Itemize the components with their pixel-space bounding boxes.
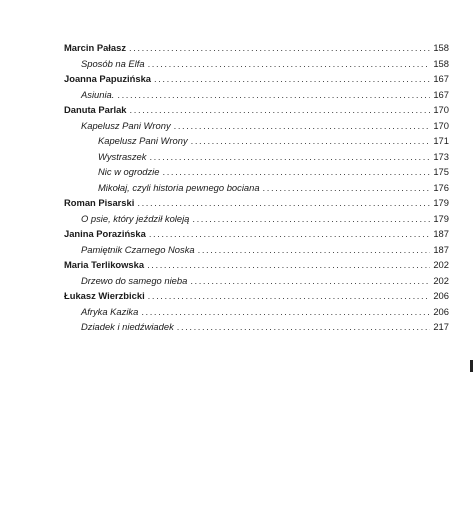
toc-entry-title: Afryka Kazika (81, 305, 139, 317)
table-of-contents (64, 40, 449, 335)
toc-page-number: 202 (433, 259, 449, 270)
toc-page-number: 202 (433, 274, 449, 286)
toc-entry-subwork (64, 164, 449, 180)
toc-entry-title: Danuta Parlak (64, 104, 127, 115)
toc-entry-author (64, 257, 449, 273)
toc-page-number: 173 (433, 150, 449, 162)
toc-page-number: 167 (433, 73, 449, 84)
toc-entry-title: Roman Pisarski (64, 197, 135, 208)
toc-page-number: 170 (433, 104, 449, 115)
toc-dot-leader (141, 304, 430, 320)
toc-entry-work (64, 118, 449, 134)
toc-page-number: 176 (433, 181, 449, 193)
toc-entry-work (64, 242, 449, 258)
toc-page-number: 187 (433, 243, 449, 255)
toc-entry-title: Mikołaj, czyli historia pewnego bociana (98, 181, 260, 193)
toc-page-number: 206 (433, 290, 449, 301)
toc-dot-leader (147, 257, 430, 273)
toc-entry-author (64, 195, 449, 211)
toc-page-number: 179 (433, 212, 449, 224)
toc-entry-title: Asiunia. (81, 88, 115, 100)
toc-entry-author (64, 288, 449, 304)
toc-entry-title: Marcin Pałasz (64, 42, 127, 53)
toc-entry-title: Nic w ogrodzie (98, 166, 160, 177)
toc-dot-leader (263, 180, 431, 196)
toc-entry-work (64, 304, 449, 320)
toc-entry-title: Kapelusz Pani Wrony (98, 135, 188, 146)
toc-dot-leader (148, 288, 431, 304)
toc-entry-work (64, 87, 449, 103)
toc-page-number: 175 (433, 166, 449, 177)
toc-entry-title: O psie, który jeździł koleją (81, 212, 190, 224)
toc-page-number: 167 (433, 88, 449, 100)
toc-entry-title: Łukasz Wierzbicki (64, 290, 145, 301)
toc-entry-work (64, 211, 449, 227)
toc-entry-subwork (64, 180, 449, 196)
toc-entry-author (64, 226, 449, 242)
toc-entry-work (64, 319, 449, 335)
toc-dot-leader (149, 149, 430, 165)
toc-entry-title: Sposób na Elfa (81, 57, 145, 69)
toc-page-number: 206 (433, 305, 449, 317)
toc-dot-leader (198, 242, 431, 258)
toc-entry-title: Kapelusz Pani Wrony (81, 119, 171, 131)
toc-dot-leader (154, 71, 430, 87)
toc-entry-work (64, 273, 449, 289)
toc-page-number: 158 (433, 57, 449, 69)
toc-entry-title: Pamiętnik Czarnego Noska (81, 243, 195, 255)
toc-page-number: 179 (433, 197, 449, 208)
toc-entry-subwork (64, 149, 449, 165)
toc-entry-title: Janina Porazińska (64, 228, 146, 239)
toc-entry-title: Wystraszek (98, 150, 147, 162)
toc-page-number: 170 (433, 119, 449, 131)
toc-page-number: 158 (433, 42, 449, 53)
toc-entry-author (64, 71, 449, 87)
toc-dot-leader (174, 118, 431, 134)
toc-entry-title: Maria Terlikowska (64, 259, 145, 270)
toc-dot-leader (192, 211, 430, 227)
toc-dot-leader (190, 273, 430, 289)
toc-entry-author (64, 102, 449, 118)
toc-dot-leader (148, 56, 431, 72)
toc-entry-subwork (64, 133, 449, 149)
toc-entry-title: Joanna Papuzińska (64, 73, 152, 84)
toc-entry-work (64, 56, 449, 72)
toc-dot-leader (137, 195, 430, 211)
toc-page-number: 187 (433, 228, 449, 239)
toc-entry-author (64, 40, 449, 56)
toc-dot-leader (162, 164, 430, 180)
toc-entry-title: Drzewo do samego nieba (81, 274, 188, 286)
toc-dot-leader (177, 319, 431, 335)
toc-entry-title: Dziadek i niedźwiadek (81, 321, 174, 332)
toc-page-number: 171 (433, 135, 449, 146)
toc-dot-leader (130, 102, 431, 118)
toc-dot-leader (117, 87, 430, 103)
toc-dot-leader (149, 226, 431, 242)
toc-dot-leader (129, 40, 430, 56)
toc-page-number: 217 (433, 321, 449, 332)
toc-dot-leader (191, 133, 431, 149)
